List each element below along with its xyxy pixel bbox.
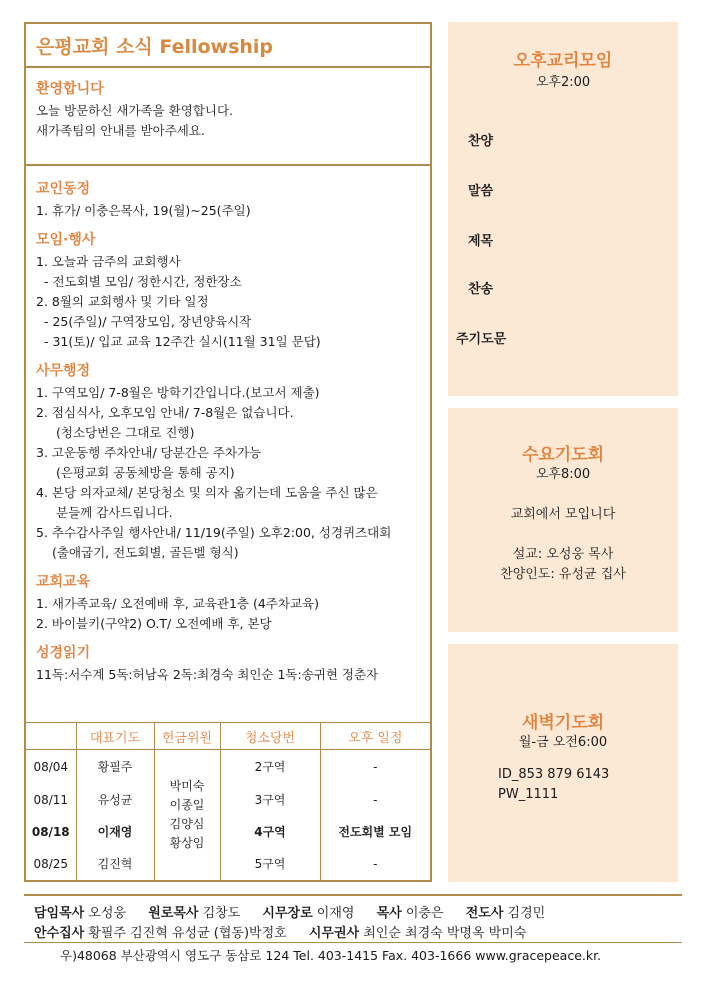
address: 우)48068 부산광역시 영도구 동삼로 124 Tel. 403-1415 Fax. 403-1666 www.gracepeace.kr. [60,948,602,963]
wednesday-place: 교회에서 모입니다 [510,507,616,522]
wednesday-preacher: 설교: 오성웅 목사 [512,547,614,562]
afternoon-cell: - [320,784,430,816]
dawn-id: ID_853 879 6143 [498,767,610,782]
education-section [36,571,420,634]
wednesday-card [448,408,678,632]
education-heading: 교회교육 [36,574,91,590]
cleaning-cell: 2구역 [220,750,320,784]
staff-names: 이충은 [405,906,444,921]
events-section [36,229,420,352]
order-item: 말씀 [468,184,494,199]
cleaning-cell: 5구역 [220,848,320,880]
office-line: 5. 추수감사주일 행사안내/ 11/19(주일) 오후2:00, 성경퀴즈대회 [36,525,392,540]
events-line: - 31(토)/ 입교 교육 12주간 실시(11월 31일 문답) [44,334,321,349]
dawn-pw: PW_1111 [498,787,559,802]
staff-names: 김창도 [202,906,241,921]
afternoon-worship-card [448,22,678,396]
staff-role: 목사 [376,906,402,921]
footer-divider [24,894,682,896]
office-line: 분들께 감사드립니다. [56,505,173,520]
table-row [26,816,430,848]
afternoon-cell: - [320,848,430,880]
news-body [26,166,430,685]
staff-names: 오성웅 [88,906,127,921]
wednesday-worship-leader: 찬양인도: 유성균 집사 [500,567,626,582]
header-afternoon: 오후 일정 [320,723,430,750]
education-line: 2. 바이블키(구약2) O.T/ 오전예배 후, 본당 [36,616,272,631]
afternoon-cell: - [320,750,430,784]
office-line: (청소당번은 그대로 진행) [56,425,195,440]
prayer-cell: 김진혁 [76,848,154,880]
date-cell: 08/25 [33,856,69,871]
dawn-time: 월-금 오전6:00 [518,735,608,750]
office-line: 1. 구역모임/ 7-8월은 방학기간입니다.(보고서 제출) [36,385,320,400]
education-line: 1. 새가족교육/ 오전예배 후, 교육관1층 (4주차교육) [36,596,319,611]
header-cleaning: 청소당번 [220,723,320,750]
order-item: 제목 [468,234,494,249]
members-news-line: 1. 휴가/ 이충은목사, 19(월)~25(주일) [36,203,251,218]
afternoon-cell: 전도회별 모임 [320,816,430,848]
members-news-heading: 교인동정 [36,181,91,197]
prayer-cell: 황필주 [76,750,154,784]
events-line: 2. 8월의 교회행사 및 기타 일정 [36,294,209,309]
bible-reading-section [36,642,420,685]
date-cell: 08/11 [33,792,69,807]
staff-names: 황필주 김진혁 유성균 (협동)박정호 [88,926,287,941]
welcome-line: 새가족팀의 안내를 받아주세요. [36,123,205,138]
staff-names: 이재영 [316,906,355,921]
table-row [26,784,430,816]
office-line: 2. 점심식사, 오후모임 안내/ 7-8월은 없습니다. [36,405,294,420]
table-row [26,750,430,784]
events-line: - 전도회별 모임/ 정한시간, 정한장소 [44,274,242,289]
staff-names: 김경민 [507,906,546,921]
office-line: 3. 고운동행 주차안내/ 당분간은 주차가능 [36,445,262,460]
afternoon-worship-title: 오후교리모임 [513,51,613,71]
staff-role: 시무권사 [308,926,360,941]
afternoon-worship-time: 오후2:00 [535,75,591,90]
header-offering: 헌금위원 [154,723,220,750]
bible-reading-heading: 성경읽기 [36,645,91,661]
offering-name: 황상임 [169,835,205,850]
newsletter-panel [24,22,432,882]
offering-name: 김양심 [169,816,205,831]
staff-row-2 [34,922,526,941]
cleaning-cell: 3구역 [220,784,320,816]
welcome-line: 오늘 방문하신 새가족을 환영합니다. [36,103,234,118]
staff-role: 전도사 [465,906,504,921]
footer-divider [24,942,682,943]
staff-role: 담임목사 [34,906,85,921]
schedule-header-row [26,723,430,750]
staff-row-1 [34,902,545,921]
offering-name: 이종일 [169,797,205,812]
welcome-heading: 환영합니다 [36,81,104,97]
wednesday-time: 오후8:00 [535,467,591,482]
offering-name: 박미숙 [169,778,205,793]
staff-role: 원로목사 [148,906,199,921]
schedule-table-wrap [26,722,430,880]
header-prayer: 대표기도 [76,723,154,750]
members-news-section [36,178,420,221]
cleaning-cell: 4구역 [220,816,320,848]
staff-names: 최인순 최경숙 박명옥 박미숙 [363,926,527,941]
order-item: 찬송 [468,282,494,297]
prayer-cell: 유성균 [76,784,154,816]
welcome-section [26,68,430,166]
office-line: (은평교회 공동체방을 통해 공지) [56,465,235,480]
schedule-table [26,723,430,880]
table-row [26,848,430,880]
events-heading: 모임·행사 [36,232,96,248]
dawn-title: 새벽기도회 [521,713,605,733]
staff-role: 안수집사 [34,926,85,941]
office-line: (출애굽기, 전도회별, 골든벨 형식) [52,545,239,560]
dawn-card [448,644,678,882]
header-date [26,723,76,750]
office-heading: 사무행정 [36,363,91,379]
prayer-cell: 이재영 [76,816,154,848]
events-line: 1. 오늘과 금주의 교회행사 [36,254,181,269]
events-line: - 25(주일)/ 구역장모임, 장년양육시작 [44,314,252,329]
wednesday-title: 수요기도회 [521,445,605,465]
order-item: 주기도문 [456,332,507,347]
date-cell: 08/04 [33,759,69,774]
office-line: 4. 본당 의자교체/ 본당청소 및 의자 옮기는데 도움을 주신 많은 [36,485,378,500]
office-section [36,360,420,563]
offering-cell [154,750,220,880]
bible-reading-line: 11독:서수계 5독:허남옥 2독:최경숙 최인순 1독:송귀현 정춘자 [36,667,379,682]
order-item: 찬양 [468,134,494,149]
newsletter-title: 은평교회 소식 Fellowship [26,24,430,68]
date-cell: 08/18 [31,824,70,839]
staff-role: 시무장로 [262,906,313,921]
